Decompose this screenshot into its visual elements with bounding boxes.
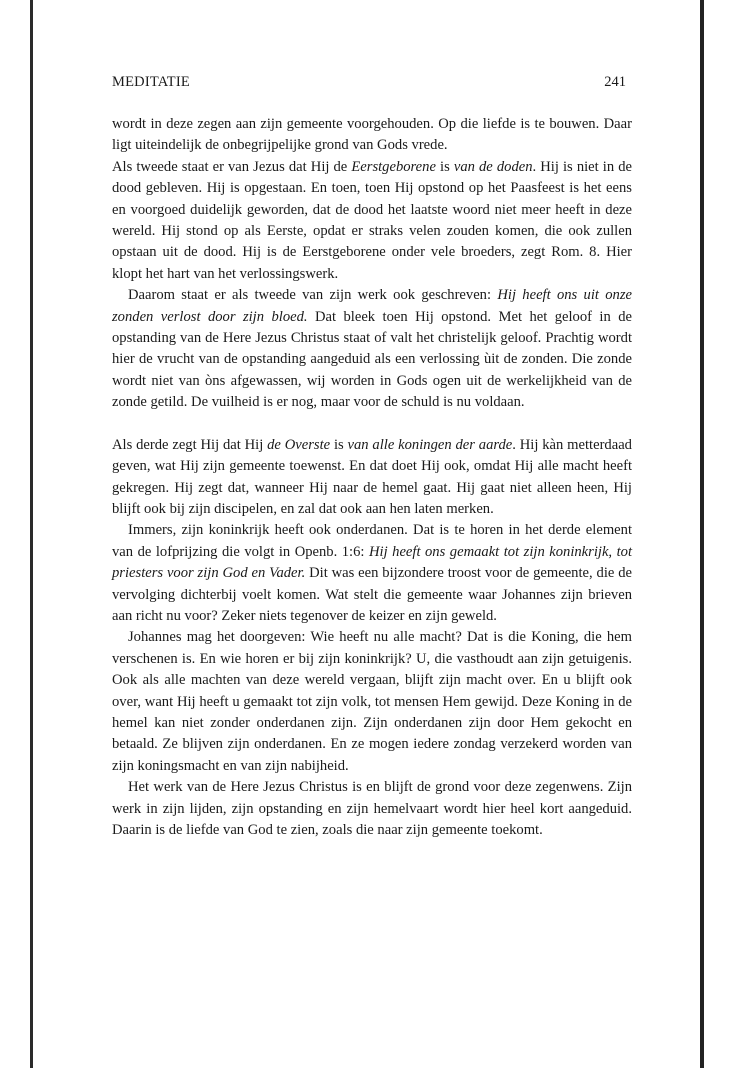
emphasis-van-de-doden: van de doden [453,158,533,175]
paragraph-6 [112,627,632,777]
text-run: Immers, zijn koninkrijk heeft ook onderdanen. Dat is te horen in het derde element van de lofprijzing die volgt in Openb. 1:6: [112,522,632,560]
text-run: . Hij kàn metterdaad geven, wat Hij zijn gemeente toewenst. En dat doet Hij ook, omdat Hij alle macht heeft gekregen. Hij zegt dat, wanneer Hij naar de hemel gaat. Hij gaat niet alleen heen, Hij blijft ook bij zijn discipelen, en zal dat ook aan hen laten merken. [112,436,632,517]
page-number: 241 [604,74,626,90]
paragraph-4 [112,435,632,521]
scan-border-left [30,0,33,1068]
scan-border-right [700,0,704,1068]
text-run: Het werk van de Here Jezus Christus is en blijft de grond voor deze zegenwens. Zijn werk in zijn lijden, zijn opstanding en zijn hemelvaart wordt hier heel kort aangeduid. Daarin is de liefde van God te zien, zoals die naar zijn gemeente toekomt. [112,779,632,838]
paragraph-1 [112,114,632,157]
text-run: Als tweede staat er van Jezus dat Hij de [112,158,352,175]
text-run: Dat bleek toen Hij opstond. Met het geloof in de opstanding van de Here Jezus Christus staat of valt het christelijk geloof. Prachtig wordt hier de vrucht van de opstanding aangeduid als een verlossing ùit de zonden. Die zonde wordt niet van òns afgewassen, wij worden in Gods ogen uit de werkelijkheid van de zonde getild. De vuilheid is er nog, maar voor de schuld is nu voldaan. [112,308,632,411]
running-head: MEDITATIE [112,74,190,90]
text-run: Dit was een bijzondere troost voor de gemeente, die de vervolging dichterbij voelt komen. Wat stelt die gemeente waar Johannes zijn brieven aan richt nu voor? Zeker niets tegenover de keizer en zijn geweld. [112,565,632,624]
page-header [112,74,626,94]
text-run: . Hij is niet in de dood gebleven. Hij is opgestaan. En toen, toen Hij opstond op het Paasfeest is het eens en voorgoed duidelijk geworden, dat de dood het laatste woord niet meer heeft in deze wereld. Hij stond op als Eerste, opdat er straks velen zouden komen, die ook zullen opstaan uit de dood. Hij is de Eerstgeborene onder vele broeders, zegt Rom. 8. Hier klopt het hart van het verlossingswerk. [112,158,632,282]
paragraph-5 [112,520,632,627]
text-run: Johannes mag het doorgeven: Wie heeft nu alle macht? Dat is die Koning, die hem verschenen is. En wie horen er bij zijn koninkrijk? U, die vasthoudt aan zijn getuigenis. Ook als alle machten van deze wereld vergaan, blijft zijn macht over. En u blijft ook over, want Hij heeft u gemaakt tot zijn volk, tot mensen Hem gewijd. Deze Koning in de hemel kan niet zonder onderdanen zijn. Zijn onderdanen zijn door Hem gekocht en betaald. Ze blijven zijn onderdanen. En ze mogen iedere zondag verzekerd worden van zijn koningsmacht en van zijn nabijheid. [112,629,632,774]
emphasis-koningen: van alle koningen der aarde [347,436,513,453]
text-run: is [435,158,454,175]
scripture-quote: Hij heeft ons uit onze zonden verlost door zijn bloed. [112,287,632,325]
paragraph-2 [112,157,632,285]
scripture-quote: Hij heeft ons gemaakt tot zijn koninkrijk, tot priesters voor zijn God en Vader. [112,543,632,582]
text-run: is [330,436,348,453]
emphasis-de-overste: de Overste [267,436,331,453]
emphasis-eerstgeborene: Eerstgeborene [351,158,436,175]
text-run: wordt in deze zegen aan zijn gemeente voorgehouden. Op die liefde is te bouwen. Daar ligt uiteindelijk de onbegrijpelijke grond van Gods vrede. [112,116,632,154]
text-run: Daarom staat er als tweede van zijn werk ook geschreven: [128,287,498,304]
text-run: Als derde zegt Hij dat Hij [112,436,268,453]
body-text [112,114,632,841]
paragraph-3 [112,285,632,413]
paragraph-7 [112,777,632,841]
